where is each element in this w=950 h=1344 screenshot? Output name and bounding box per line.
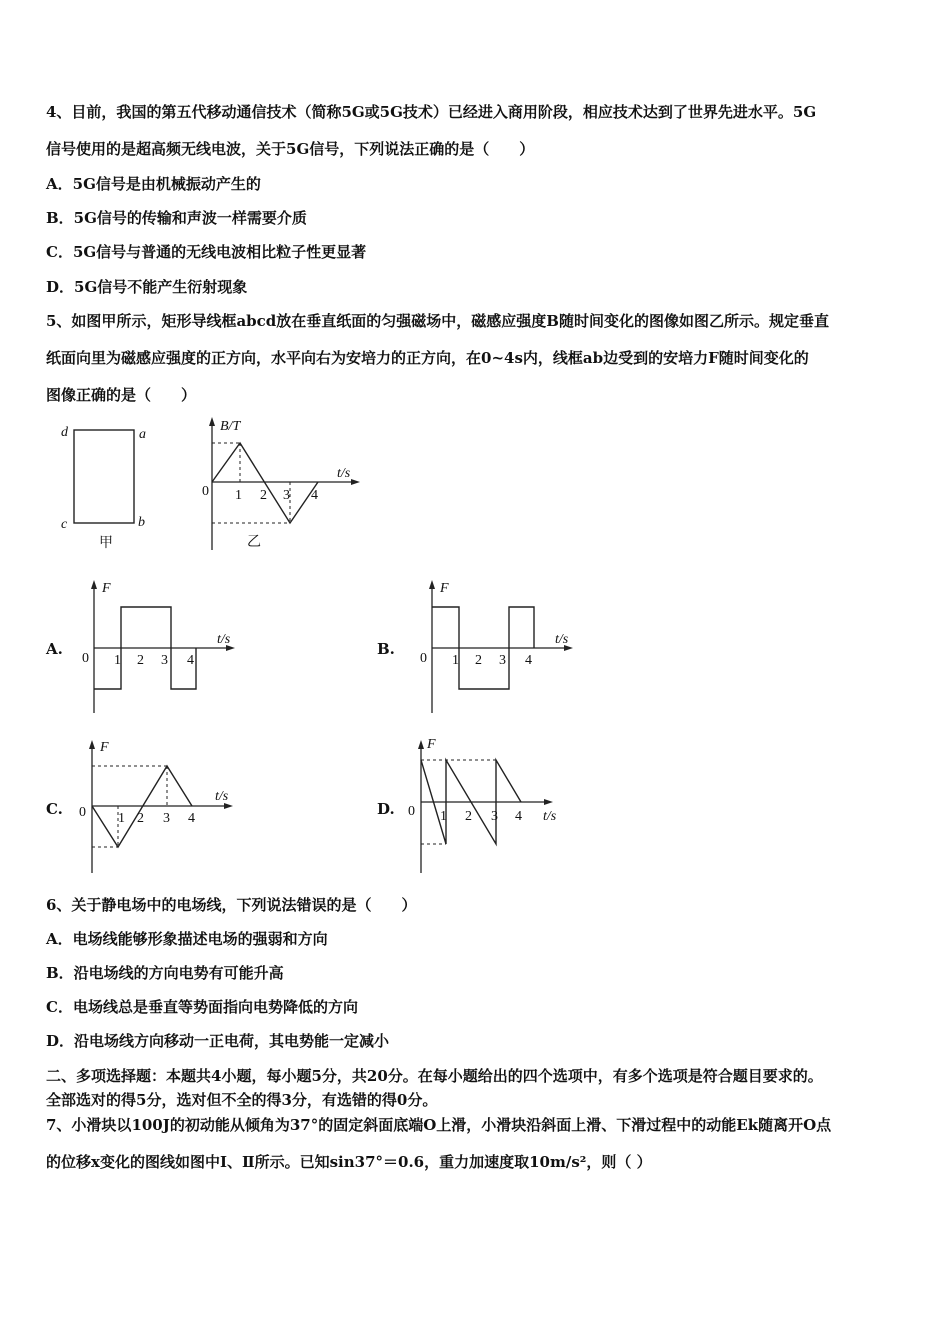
figure-yi: [200, 415, 365, 555]
q4-option-a[interactable]: A．5G信号是由机械振动产生的: [46, 175, 261, 193]
b-tick-1: 1: [235, 488, 242, 503]
b-opt-origin: 0: [420, 651, 427, 666]
q6-option-c[interactable]: C．电场线总是垂直等势面指向电势降低的方向: [46, 998, 358, 1016]
a-tick-1: 1: [114, 653, 121, 668]
q5-option-c-label[interactable]: C.: [46, 800, 63, 818]
d-xlabel: t/s: [543, 809, 557, 824]
d-tick-1: 1: [440, 809, 447, 824]
q5-option-b-graph[interactable]: [418, 578, 583, 718]
a-xlabel: t/s: [217, 632, 231, 647]
corner-b: b: [138, 515, 145, 530]
q5-stem-line1: 5、如图甲所示，矩形导线框abcd放在垂直纸面的匀强磁场中，磁感应强度B随时间变化的图像如图乙所示。规定垂直: [46, 312, 829, 330]
d-axis-x-arrow: [544, 799, 553, 805]
q4-option-d[interactable]: D．5G信号不能产生衍射现象: [46, 278, 248, 296]
q6-option-b[interactable]: B．沿电场线的方向电势有可能升高: [46, 964, 284, 982]
q5-option-c-graph[interactable]: [78, 738, 243, 878]
b-opt-axis-y-arrow: [429, 580, 435, 589]
caption-yi: 乙: [247, 535, 261, 550]
q5-stem-line3: 图像正确的是（ ）: [46, 386, 197, 404]
a-tick-2: 2: [137, 653, 144, 668]
corner-d: d: [61, 425, 68, 440]
a-ylabel: F: [102, 581, 111, 596]
c-ylabel: F: [100, 740, 109, 755]
c-origin: 0: [79, 805, 86, 820]
q5-option-d-graph[interactable]: [405, 738, 570, 878]
q6-stem: 6、关于静电场中的电场线，下列说法错误的是（ ）: [46, 896, 417, 914]
section2-line1: 二、多项选择题：本题共4小题，每小题5分，共20分。在每小题给出的四个选项中，有多个选项是符合题目要求的。: [46, 1067, 823, 1085]
b-tick-2: 2: [260, 488, 267, 503]
d-tick-2: 2: [465, 809, 472, 824]
q6-option-d[interactable]: D．沿电场线方向移动一正电荷，其电势能一定减小: [46, 1032, 390, 1050]
b-tick-4: 4: [311, 488, 318, 503]
c-tick-2: 2: [137, 811, 144, 826]
d-axis-y-arrow: [418, 740, 424, 749]
q4-stem-line2: 信号使用的是超高频无线电波，关于5G信号，下列说法正确的是（ ）: [46, 140, 535, 158]
b-curve: [212, 443, 318, 523]
b-opt-tick-2: 2: [475, 653, 482, 668]
caption-jia: 甲: [99, 536, 113, 551]
b-axis-x-arrow: [351, 479, 360, 485]
c-tick-3: 3: [163, 811, 170, 826]
q4-option-b[interactable]: B．5G信号的传输和声波一样需要介质: [46, 209, 307, 227]
d-tick-3: 3: [491, 809, 498, 824]
b-ylabel: B/T: [220, 419, 241, 434]
q5-option-b-label[interactable]: B.: [377, 640, 395, 658]
figure-jia: [55, 420, 165, 555]
b-axis-y-arrow: [209, 417, 215, 426]
c-tick-1: 1: [118, 811, 125, 826]
c-xlabel: t/s: [215, 789, 229, 804]
corner-c: c: [61, 517, 68, 532]
b-origin: 0: [202, 484, 209, 499]
c-tick-4: 4: [188, 811, 195, 826]
q7-stem-line1: 7、小滑块以100J的初动能从倾角为37°的固定斜面底端O上滑，小滑块沿斜面上滑、下滑过程中的动能Ek随离开O点: [46, 1116, 832, 1134]
d-tick-4: 4: [515, 809, 522, 824]
q7-stem-line2: 的位移x变化的图线如图中Ⅰ、Ⅱ所示。已知sin37°＝0.6，重力加速度取10m/s²，则（ ）: [46, 1153, 652, 1171]
b-opt-ylabel: F: [440, 581, 449, 596]
wire-frame-rect: [74, 430, 134, 523]
q5-option-d-label[interactable]: D.: [377, 800, 395, 818]
b-opt-tick-4: 4: [525, 653, 532, 668]
a-axis-y-arrow: [91, 580, 97, 589]
section2-line2: 全部选对的得5分，选对但不全的得3分，有选错的得0分。: [46, 1091, 438, 1109]
d-origin: 0: [408, 804, 415, 819]
q4-option-c[interactable]: C．5G信号与普通的无线电波相比粒子性更显著: [46, 243, 367, 261]
q4-stem-line1: 4、目前，我国的第五代移动通信技术（简称5G或5G技术）已经进入商用阶段，相应技术达到了世界先进水平。5G: [46, 103, 817, 121]
q5-option-a-graph[interactable]: [80, 578, 245, 718]
b-opt-xlabel: t/s: [555, 632, 569, 647]
a-origin: 0: [82, 651, 89, 666]
q5-option-a-label[interactable]: A.: [46, 640, 63, 658]
q5-stem-line2: 纸面向里为磁感应强度的正方向，水平向右为安培力的正方向，在0~4s内，线框ab边受到的安培力F随时间变化的: [46, 349, 809, 367]
b-opt-tick-3: 3: [499, 653, 506, 668]
b-opt-tick-1: 1: [452, 653, 459, 668]
q6-option-a[interactable]: A．电场线能够形象描述电场的强弱和方向: [46, 930, 328, 948]
a-tick-4: 4: [187, 653, 194, 668]
d-ylabel: F: [427, 737, 436, 752]
a-tick-3: 3: [161, 653, 168, 668]
b-xlabel: t/s: [337, 466, 351, 481]
b-tick-3: 3: [283, 488, 290, 503]
corner-a: a: [139, 427, 146, 442]
c-axis-y-arrow: [89, 740, 95, 749]
